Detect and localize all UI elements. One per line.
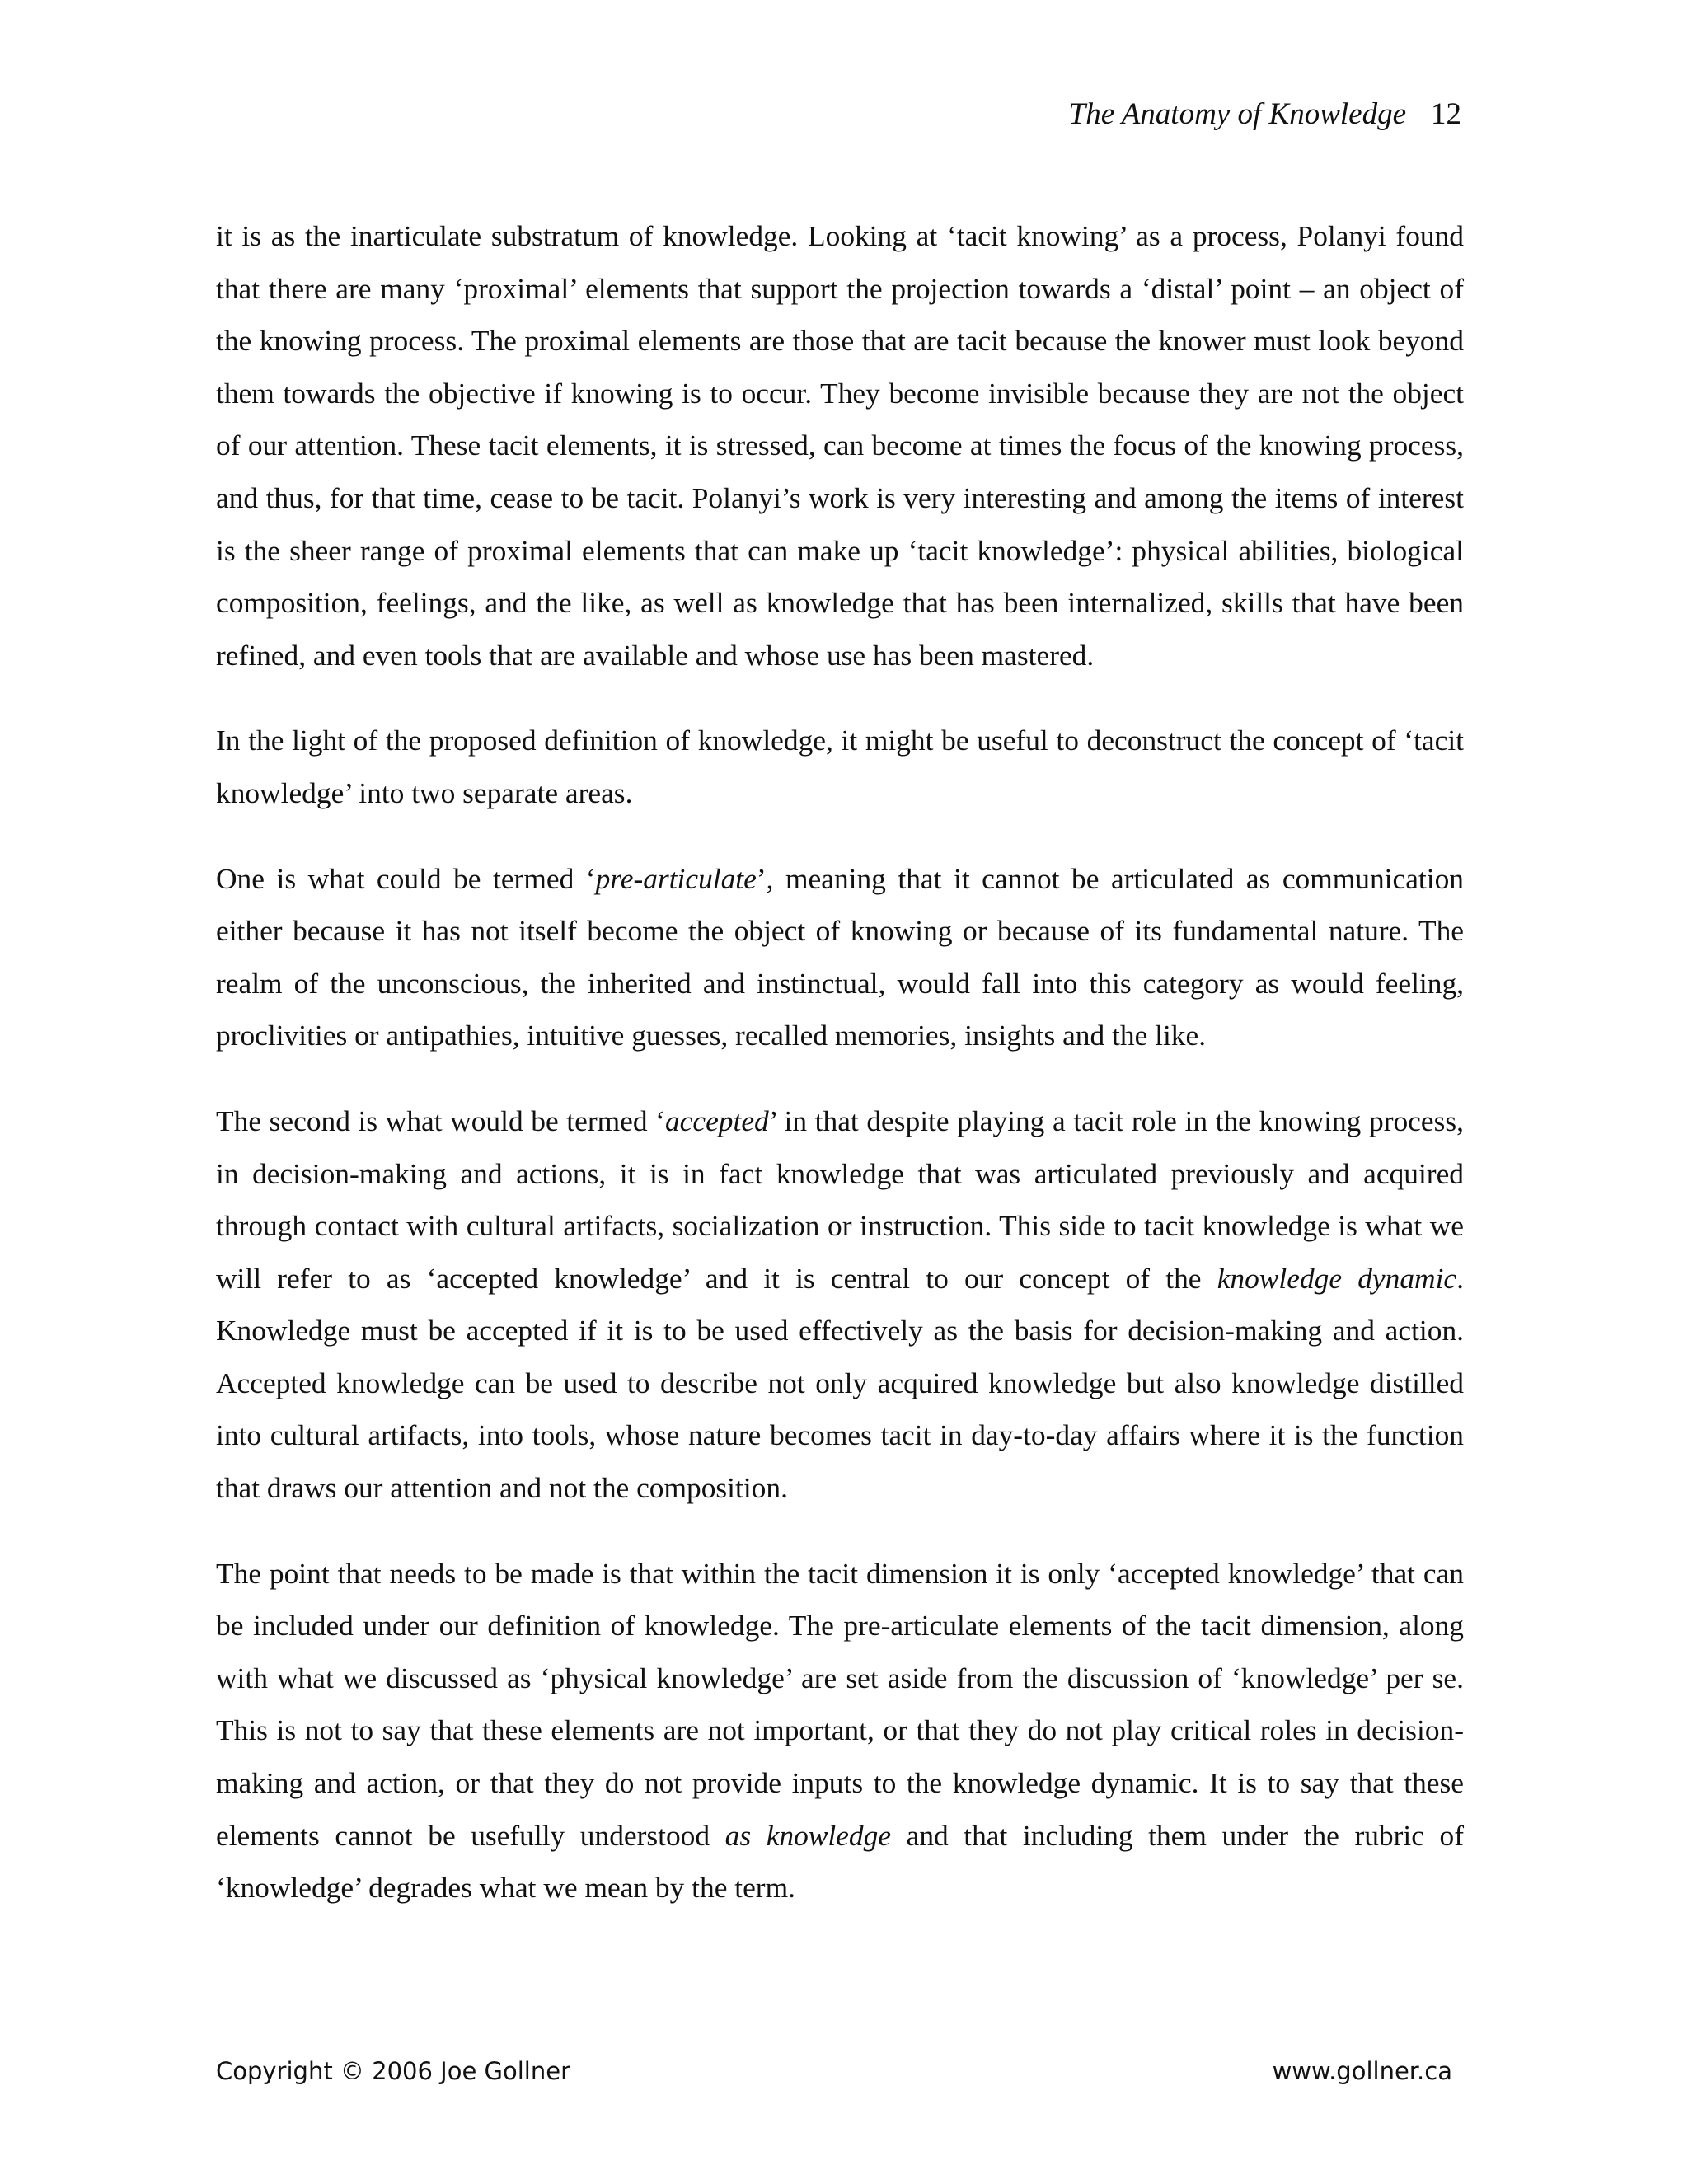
emphasis-as-knowledge: as knowledge bbox=[724, 1818, 892, 1852]
text-run: and that including them under the rubric of ‘knowledge’ degrades what we mean by the term. bbox=[216, 1818, 1464, 1905]
text-run: . Knowledge must be accepted if it is to be used effectively as the basis for decision-making and action. Accepted knowledge can be used to describe not only acquired knowledge but also knowledge distilled into cultural artifacts, into tools, whose nature becomes tacit in day-to-day affairs where it is the function that draws our attention and not the composition. bbox=[216, 1261, 1464, 1505]
text-run: One is what could be termed ‘ bbox=[216, 861, 596, 895]
paragraph bbox=[216, 210, 1464, 682]
paragraph bbox=[216, 1548, 1464, 1915]
paragraph bbox=[216, 853, 1464, 1062]
emphasis-knowledge-dynamic: knowledge dynamic bbox=[1217, 1261, 1457, 1295]
emphasis-pre-articulate: pre-articulate bbox=[595, 861, 757, 895]
text-run: ’, meaning that it cannot be articulated as communication either because it has not itself become the object of knowing or because of its fundamental nature. The realm of the unconscious, the inherited and instinctual, would fall into this category as would feeling, proclivities or antipathies, intuitive guesses, recalled memories, insights and the like. bbox=[216, 861, 1464, 1052]
text-run: In the light of the proposed definition of knowledge, it might be useful to deconstruct the concept of ‘tacit knowledge’ into two separate areas. bbox=[216, 724, 1464, 809]
text-run: ’ in that despite playing a tacit role in the knowing process, in decision-making and actions, it is in fact knowledge that was articulated previously and acquired through contact with cultural artifacts, socialization or instruction. This side to tacit knowledge is what we will refer to as ‘accepted knowledge’ and it is central to our concept of the bbox=[216, 1104, 1464, 1295]
paragraph bbox=[216, 1095, 1464, 1515]
text-run: The second is what would be termed ‘ bbox=[216, 1104, 665, 1137]
text-run: The point that needs to be made is that within the tacit dimension it is only ‘accepted knowledge’ that can be included under our definition of knowledge. The pre-articulate elements of the tacit dimension, along with what we discussed as ‘physical knowledge’ are set aside from the discussion of ‘knowledge’ per se. This is not to say that these elements are not important, or that they do not play critical roles in decision-making and action, or that they do not provide inputs to the knowledge dynamic. It is to say that these elements cannot be usefully understood bbox=[216, 1556, 1464, 1852]
text-run: it is as the inarticulate substratum of knowledge. Looking at ‘tacit knowing’ as a process, Polanyi found that there are many ‘proximal’ elements that support the projection towards a ‘distal’ point – an object of the knowing process. The proximal elements are those that are tacit because the knower must look beyond them towards the objective if knowing is to occur. They become invisible because they are not the object of our attention. These tacit elements, it is stressed, can become at times the focus of the knowing process, and thus, for that time, cease to be tacit. Polanyi’s work is very interesting and among the items of interest is the sheer range of proximal elements that can make up ‘tacit knowledge’: physical abilities, biological composition, feelings, and the like, as well as knowledge that has been internalized, skills that have been refined, and even tools that are available and whose use has been mastered. bbox=[216, 219, 1464, 672]
document-title: The Anatomy of Knowledge bbox=[1068, 97, 1406, 131]
emphasis-accepted: accepted bbox=[664, 1104, 769, 1137]
copyright-notice: Copyright © 2006 Joe Gollner bbox=[216, 2057, 570, 2085]
page-number: 12 bbox=[1431, 97, 1461, 131]
body-text bbox=[216, 210, 1464, 1947]
paragraph bbox=[216, 715, 1464, 819]
website-link[interactable]: www.gollner.ca bbox=[1272, 2057, 1452, 2085]
running-header bbox=[1069, 96, 1461, 132]
